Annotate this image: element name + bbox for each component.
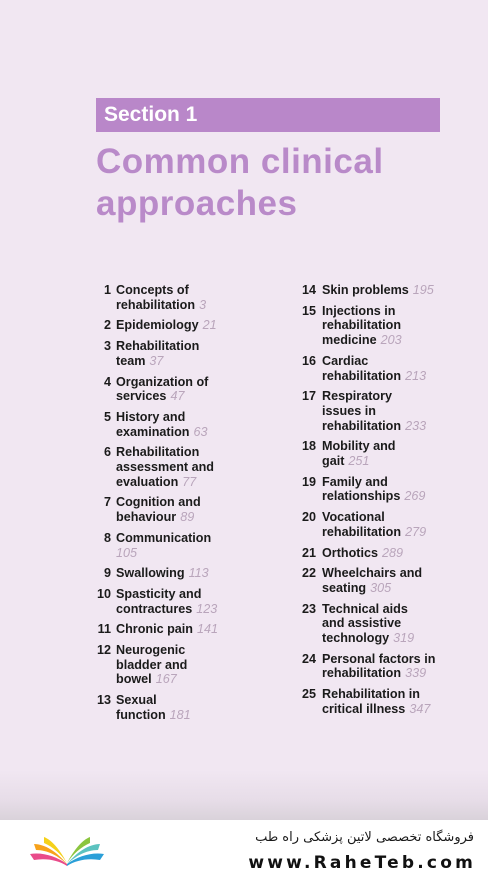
page-number: 279 (405, 524, 427, 539)
toc-entry[interactable] (96, 622, 276, 637)
chapter-title-text: services (116, 389, 167, 404)
chapter-title-line (322, 652, 453, 667)
toc-entry[interactable] (96, 643, 276, 687)
chapter-title-line (116, 693, 276, 708)
chapter-title-line (116, 622, 276, 637)
page-bottom-shadow (0, 770, 488, 820)
chapter-title-line (322, 318, 453, 333)
chapter-number: 23 (301, 601, 316, 616)
chapter-title-text: Epidemiology (116, 318, 199, 333)
chapter-title-line (116, 339, 276, 354)
chapter-number: 4 (103, 374, 111, 389)
chapter-title-line (116, 475, 276, 490)
chapter-title-text: Chronic pain (116, 622, 193, 637)
toc-column-right (298, 283, 453, 723)
page-number: 113 (188, 566, 209, 581)
chapter-title-line (322, 687, 453, 702)
toc-entry[interactable] (96, 495, 276, 524)
chapter-title-text: behaviour (116, 510, 177, 525)
chapter-title-line (116, 602, 276, 617)
chapter-title-line (322, 439, 453, 454)
toc-entry[interactable] (298, 304, 453, 348)
chapter-title-line (322, 510, 453, 525)
toc-entry[interactable] (298, 354, 453, 383)
chapter-title-line (322, 354, 453, 369)
chapter-number: 19 (301, 474, 316, 489)
chapter-title-text: Rehabilitation (116, 445, 200, 460)
chapter-title-line (116, 375, 276, 390)
chapter-title-text: bowel (116, 672, 152, 687)
toc-entry[interactable] (298, 283, 453, 298)
page-number: 181 (169, 707, 191, 722)
page-number: 251 (348, 454, 370, 469)
chapter-title-text: Technical aids (322, 601, 408, 616)
chapter-title-text: Family and (322, 474, 388, 489)
chapter-title-text: bladder and (116, 657, 188, 672)
chapter-title-line (116, 318, 276, 333)
chapter-title-text: assessment and (116, 460, 215, 475)
chapter-title-text: critical illness (322, 701, 406, 716)
page-number: 141 (196, 622, 218, 637)
chapter-title-line (322, 616, 453, 631)
page-number: 105 (116, 545, 138, 560)
chapter-title-text: Cognition and (116, 495, 201, 510)
chapter-title-line (116, 495, 276, 510)
chapter-number: 16 (301, 353, 316, 368)
chapter-title-line (116, 445, 276, 460)
toc-entry[interactable] (298, 546, 453, 561)
shop-url[interactable]: www.RaheTeb.com (248, 853, 476, 873)
chapter-title-line (322, 631, 453, 646)
toc-entry[interactable] (96, 339, 276, 368)
chapter-number: 12 (96, 643, 111, 658)
chapter-title-text: rehabilitation (322, 368, 402, 383)
open-book-logo-icon (28, 834, 106, 868)
toc-entry[interactable] (96, 566, 276, 581)
toc-entry[interactable] (96, 445, 276, 489)
chapter-title-text: Vocational (322, 510, 385, 525)
chapter-title-text: examination (116, 424, 190, 439)
section-label: Section 1 (104, 103, 198, 126)
page-number: 269 (404, 489, 426, 504)
toc-entry[interactable] (96, 587, 276, 616)
chapter-title-line (322, 546, 453, 561)
toc-column-left (96, 283, 276, 729)
chapter-number: 15 (301, 303, 316, 318)
chapter-number: 14 (301, 283, 316, 297)
chapter-title-text: rehabilitation (322, 418, 402, 433)
chapter-number: 25 (301, 687, 316, 702)
chapter-title-line (322, 475, 453, 490)
section-banner (96, 98, 440, 132)
chapter-title-text: function (116, 707, 166, 722)
chapter-title-line (116, 658, 276, 673)
chapter-title-line (322, 581, 453, 596)
chapter-title-text: Spasticity and (116, 586, 202, 601)
toc-entry[interactable] (96, 531, 276, 560)
chapter-title-text: rehabilitation (116, 297, 196, 312)
chapter-title-line (322, 404, 453, 419)
chapter-title-text: Organization of (116, 374, 209, 389)
chapter-number: 5 (103, 409, 111, 424)
toc-entry[interactable] (298, 439, 453, 468)
toc-entry[interactable] (298, 652, 453, 681)
chapter-title-text: Sexual (116, 693, 157, 708)
chapter-title-text: Mobility and (322, 439, 396, 454)
chapter-number: 1 (103, 283, 111, 297)
chapter-title-text: contractures (116, 601, 193, 616)
chapter-number: 22 (301, 566, 316, 581)
watermark-footer (0, 820, 488, 878)
chapter-number: 10 (96, 586, 111, 601)
page-number: 77 (182, 474, 197, 489)
chapter-title-text: relationships (322, 489, 401, 504)
chapter-number: 24 (301, 651, 316, 666)
chapter-title-line (116, 531, 276, 546)
shop-name: فروشگاه تخصصی لاتین پزشکی راه طب (255, 830, 474, 845)
chapter-title-line (116, 410, 276, 425)
chapter-title-line (116, 283, 276, 298)
chapter-title-text: issues in (322, 403, 376, 418)
chapter-title-line (116, 672, 276, 687)
chapter-title-text: evaluation (116, 474, 179, 489)
toc-entry[interactable] (298, 510, 453, 539)
toc-entry[interactable] (96, 693, 276, 722)
section-title-line-2: approaches (96, 184, 298, 223)
toc-entry[interactable] (96, 318, 276, 333)
chapter-title-line (322, 454, 453, 469)
page-number: 123 (196, 601, 218, 616)
chapter-title-line (322, 419, 453, 434)
toc-entry[interactable] (298, 566, 453, 595)
chapter-title-line (322, 566, 453, 581)
chapter-number: 9 (103, 566, 111, 581)
chapter-number: 3 (103, 339, 111, 354)
chapter-number: 21 (301, 545, 316, 560)
page-number: 167 (155, 672, 177, 687)
chapter-number: 11 (97, 622, 111, 637)
chapter-title-line (116, 425, 276, 440)
chapter-title-line (116, 389, 276, 404)
toc-entry[interactable] (298, 389, 453, 433)
chapter-title-text: Personal factors in (322, 651, 436, 666)
toc-entry[interactable] (96, 375, 276, 404)
chapter-title-line (322, 489, 453, 504)
page-number: 47 (170, 389, 185, 404)
page-number: 339 (405, 666, 427, 681)
page-number: 195 (412, 283, 434, 297)
chapter-title-line (116, 643, 276, 658)
page-number: 63 (193, 424, 208, 439)
chapter-title-line (322, 389, 453, 404)
chapter-number: 18 (301, 439, 316, 454)
chapter-title-text: Concepts of (116, 283, 189, 297)
chapter-title-text: medicine (322, 333, 377, 348)
chapter-title-text: History and (116, 409, 186, 424)
chapter-title-line (322, 666, 453, 681)
chapter-title-text: gait (322, 454, 345, 469)
chapter-title-line (116, 298, 276, 313)
page-number: 319 (393, 631, 415, 646)
chapter-title-text: rehabilitation (322, 524, 402, 539)
page-number: 305 (370, 580, 392, 595)
chapter-number: 6 (103, 445, 111, 460)
chapter-title-text: seating (322, 580, 367, 595)
chapter-title-text: Cardiac (322, 353, 369, 368)
chapter-title-line (322, 525, 453, 540)
chapter-title-text: Respiratory (322, 389, 392, 404)
toc-entry[interactable] (298, 687, 453, 716)
chapter-number: 17 (301, 389, 316, 404)
page-number: 3 (199, 297, 207, 312)
chapter-title-line (116, 354, 276, 369)
chapter-title-line (116, 510, 276, 525)
chapter-title-line (322, 304, 453, 319)
chapter-number: 13 (96, 693, 111, 708)
toc-entry[interactable] (96, 410, 276, 439)
chapter-title-text: Orthotics (322, 545, 378, 560)
chapter-number: 8 (103, 530, 111, 545)
chapter-title-text: Skin problems (322, 283, 409, 297)
page-number: 203 (380, 333, 402, 348)
chapter-title-line (116, 566, 276, 581)
page-number: 347 (409, 701, 431, 716)
chapter-title-text: Communication (116, 530, 212, 545)
chapter-title-text: Swallowing (116, 566, 185, 581)
chapter-title-text: Wheelchairs and (322, 566, 423, 581)
chapter-title-text: Neurogenic (116, 643, 186, 658)
section-title-line-1: Common clinical (96, 142, 384, 181)
chapter-title-text: and assistive (322, 616, 402, 631)
chapter-title-line (116, 708, 276, 723)
toc-entry[interactable] (96, 283, 276, 312)
chapter-title-text: Rehabilitation in (322, 687, 420, 702)
chapter-title-text: rehabilitation (322, 666, 402, 681)
chapter-title-text: Injections in (322, 303, 396, 318)
chapter-title-line (322, 602, 453, 617)
page-number: 89 (180, 510, 195, 525)
page-number: 289 (381, 545, 403, 560)
chapter-title-text: rehabilitation (322, 318, 402, 333)
chapter-title-line (322, 283, 453, 298)
page-number: 37 (149, 353, 164, 368)
chapter-title-line (116, 587, 276, 602)
toc-entry[interactable] (298, 475, 453, 504)
chapter-title-text: technology (322, 631, 390, 646)
chapter-title-text: team (116, 353, 146, 368)
chapter-number: 20 (301, 510, 316, 525)
page-number: 213 (405, 368, 427, 383)
chapter-title-line (322, 333, 453, 348)
page-number: 21 (202, 318, 217, 333)
chapter-title-line (116, 460, 276, 475)
chapter-number: 7 (103, 495, 111, 510)
section-title (96, 141, 436, 225)
toc-entry[interactable] (298, 602, 453, 646)
page-number: 233 (405, 418, 427, 433)
chapter-title-line (322, 369, 453, 384)
chapter-number: 2 (103, 318, 111, 333)
chapter-title-line (322, 702, 453, 717)
chapter-title-text: Rehabilitation (116, 339, 200, 354)
